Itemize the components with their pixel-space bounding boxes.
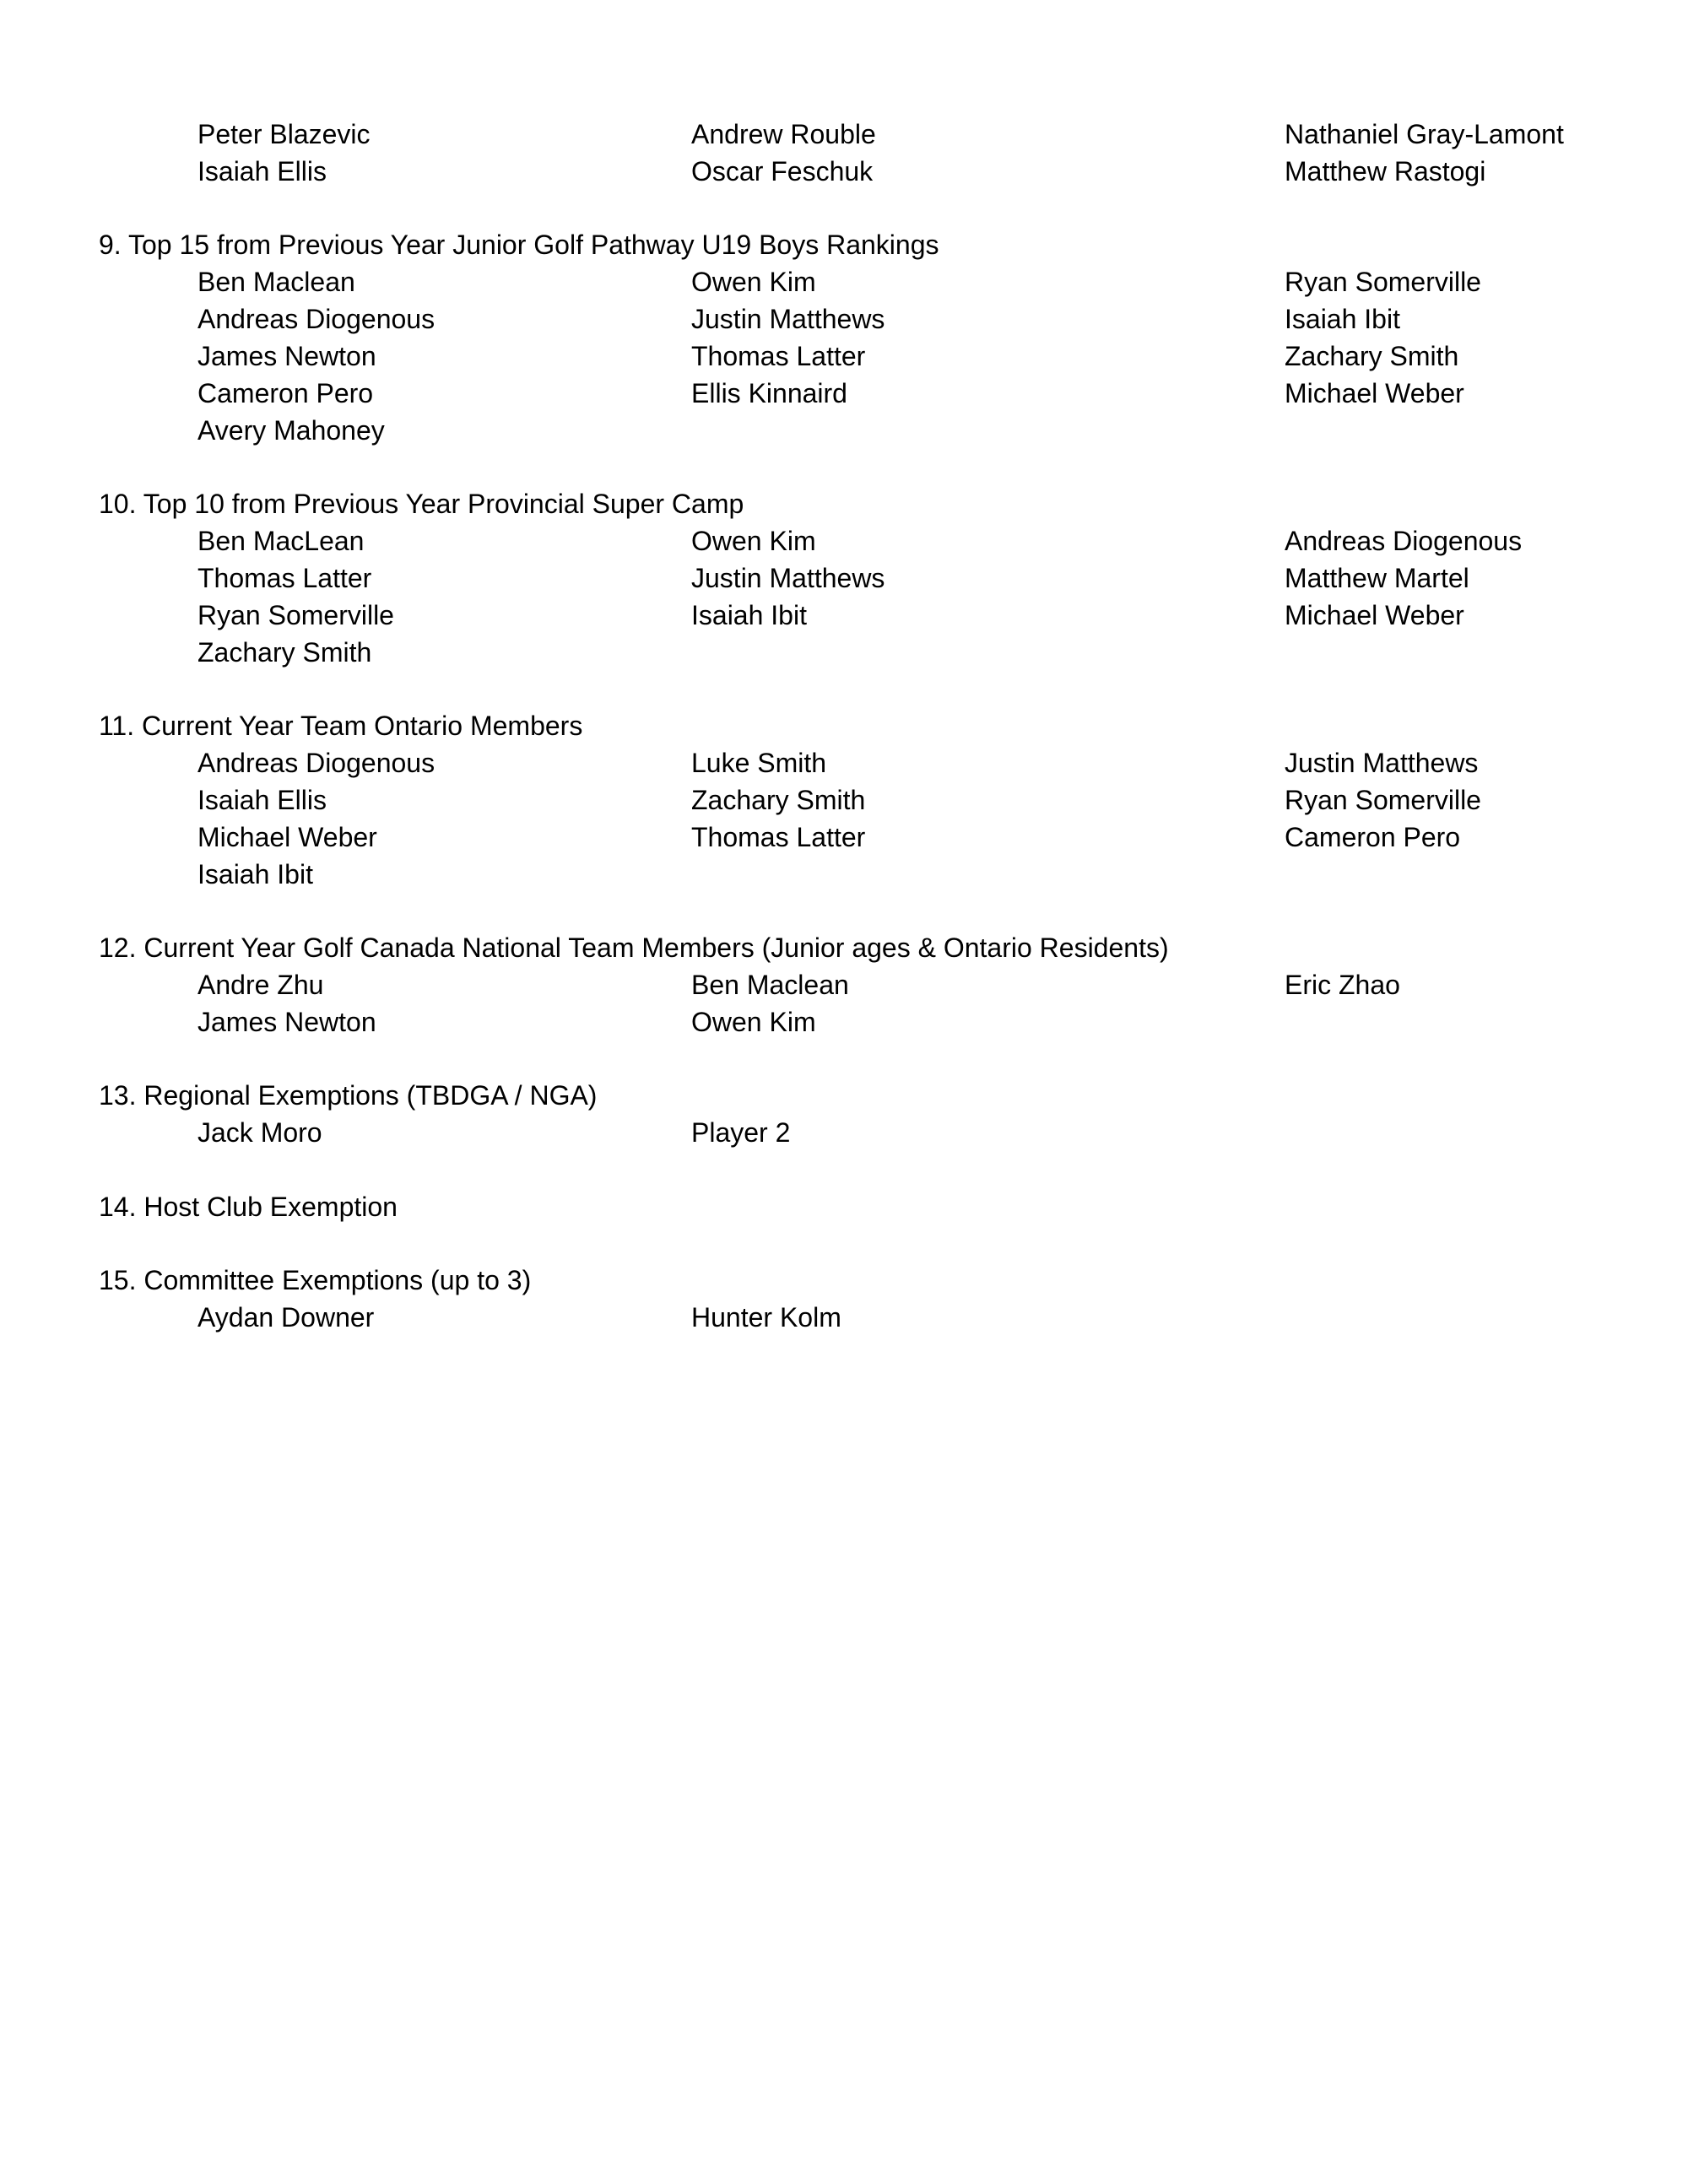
player-name: Isaiah Ibit	[1285, 304, 1400, 334]
player-name: James Newton	[197, 1007, 376, 1037]
player-name: Isaiah Ibit	[691, 600, 807, 630]
player-name: Zachary Smith	[1285, 341, 1459, 371]
section-heading: 13. Regional Exemptions (TBDGA / NGA)	[99, 1080, 598, 1111]
player-name: Andreas Diogenous	[197, 748, 436, 778]
player-name: Nathaniel Gray-Lamont	[1285, 119, 1564, 149]
player-name: Cameron Pero	[1285, 822, 1461, 852]
section-heading: 14. Host Club Exemption	[99, 1192, 398, 1222]
player-name: Oscar Feschuk	[691, 156, 874, 187]
player-name: Ben Maclean	[197, 267, 355, 297]
player-name: James Newton	[197, 341, 376, 371]
section-heading: 9. Top 15 from Previous Year Junior Golf Pathway U19 Boys Rankings	[99, 230, 939, 260]
player-name: Thomas Latter	[691, 341, 866, 371]
player-name: Michael Weber	[1285, 378, 1464, 408]
section-heading: 15. Committee Exemptions (up to 3)	[99, 1265, 532, 1295]
player-name: Andrew Rouble	[691, 119, 876, 149]
player-name: Zachary Smith	[691, 785, 866, 815]
player-name: Andreas Diogenous	[1285, 526, 1523, 556]
player-name: Isaiah Ellis	[197, 156, 327, 187]
player-name: Owen Kim	[691, 267, 816, 297]
player-name: Owen Kim	[691, 526, 816, 556]
player-name: Zachary Smith	[197, 637, 372, 668]
player-name: Hunter Kolm	[691, 1302, 841, 1333]
player-name: Aydan Downer	[197, 1302, 375, 1333]
section-heading: 12. Current Year Golf Canada National Team Members (Junior ages & Ontario Residents)	[99, 933, 1169, 963]
player-name: Justin Matthews	[1285, 748, 1479, 778]
player-name: Player 2	[691, 1117, 791, 1148]
player-name: Avery Mahoney	[197, 415, 385, 446]
player-name: Ryan Somerville	[1285, 267, 1481, 297]
player-name: Isaiah Ibit	[197, 859, 313, 889]
player-name: Thomas Latter	[197, 563, 372, 593]
player-name: Luke Smith	[691, 748, 827, 778]
player-name: Matthew Martel	[1285, 563, 1469, 593]
player-name: Ben MacLean	[197, 526, 365, 556]
player-name: Andreas Diogenous	[197, 304, 436, 334]
player-name: Thomas Latter	[691, 822, 866, 852]
player-name: Owen Kim	[691, 1007, 816, 1037]
player-name: Eric Zhao	[1285, 970, 1400, 1000]
player-name: Cameron Pero	[197, 378, 374, 408]
player-name: Justin Matthews	[691, 563, 885, 593]
player-name: Jack Moro	[197, 1117, 322, 1148]
player-name: Michael Weber	[1285, 600, 1464, 630]
player-name: Ben Maclean	[691, 970, 849, 1000]
section-heading: 10. Top 10 from Previous Year Provincial Super Camp	[99, 489, 744, 519]
player-name: Michael Weber	[197, 822, 377, 852]
player-name: Ellis Kinnaird	[691, 378, 847, 408]
player-name: Andre Zhu	[197, 970, 324, 1000]
player-name: Isaiah Ellis	[197, 785, 327, 815]
player-name: Justin Matthews	[691, 304, 885, 334]
player-name: Ryan Somerville	[1285, 785, 1481, 815]
player-name: Ryan Somerville	[197, 600, 394, 630]
player-name: Matthew Rastogi	[1285, 156, 1486, 187]
section-heading: 11. Current Year Team Ontario Members	[99, 711, 583, 741]
player-name: Peter Blazevic	[197, 119, 371, 149]
